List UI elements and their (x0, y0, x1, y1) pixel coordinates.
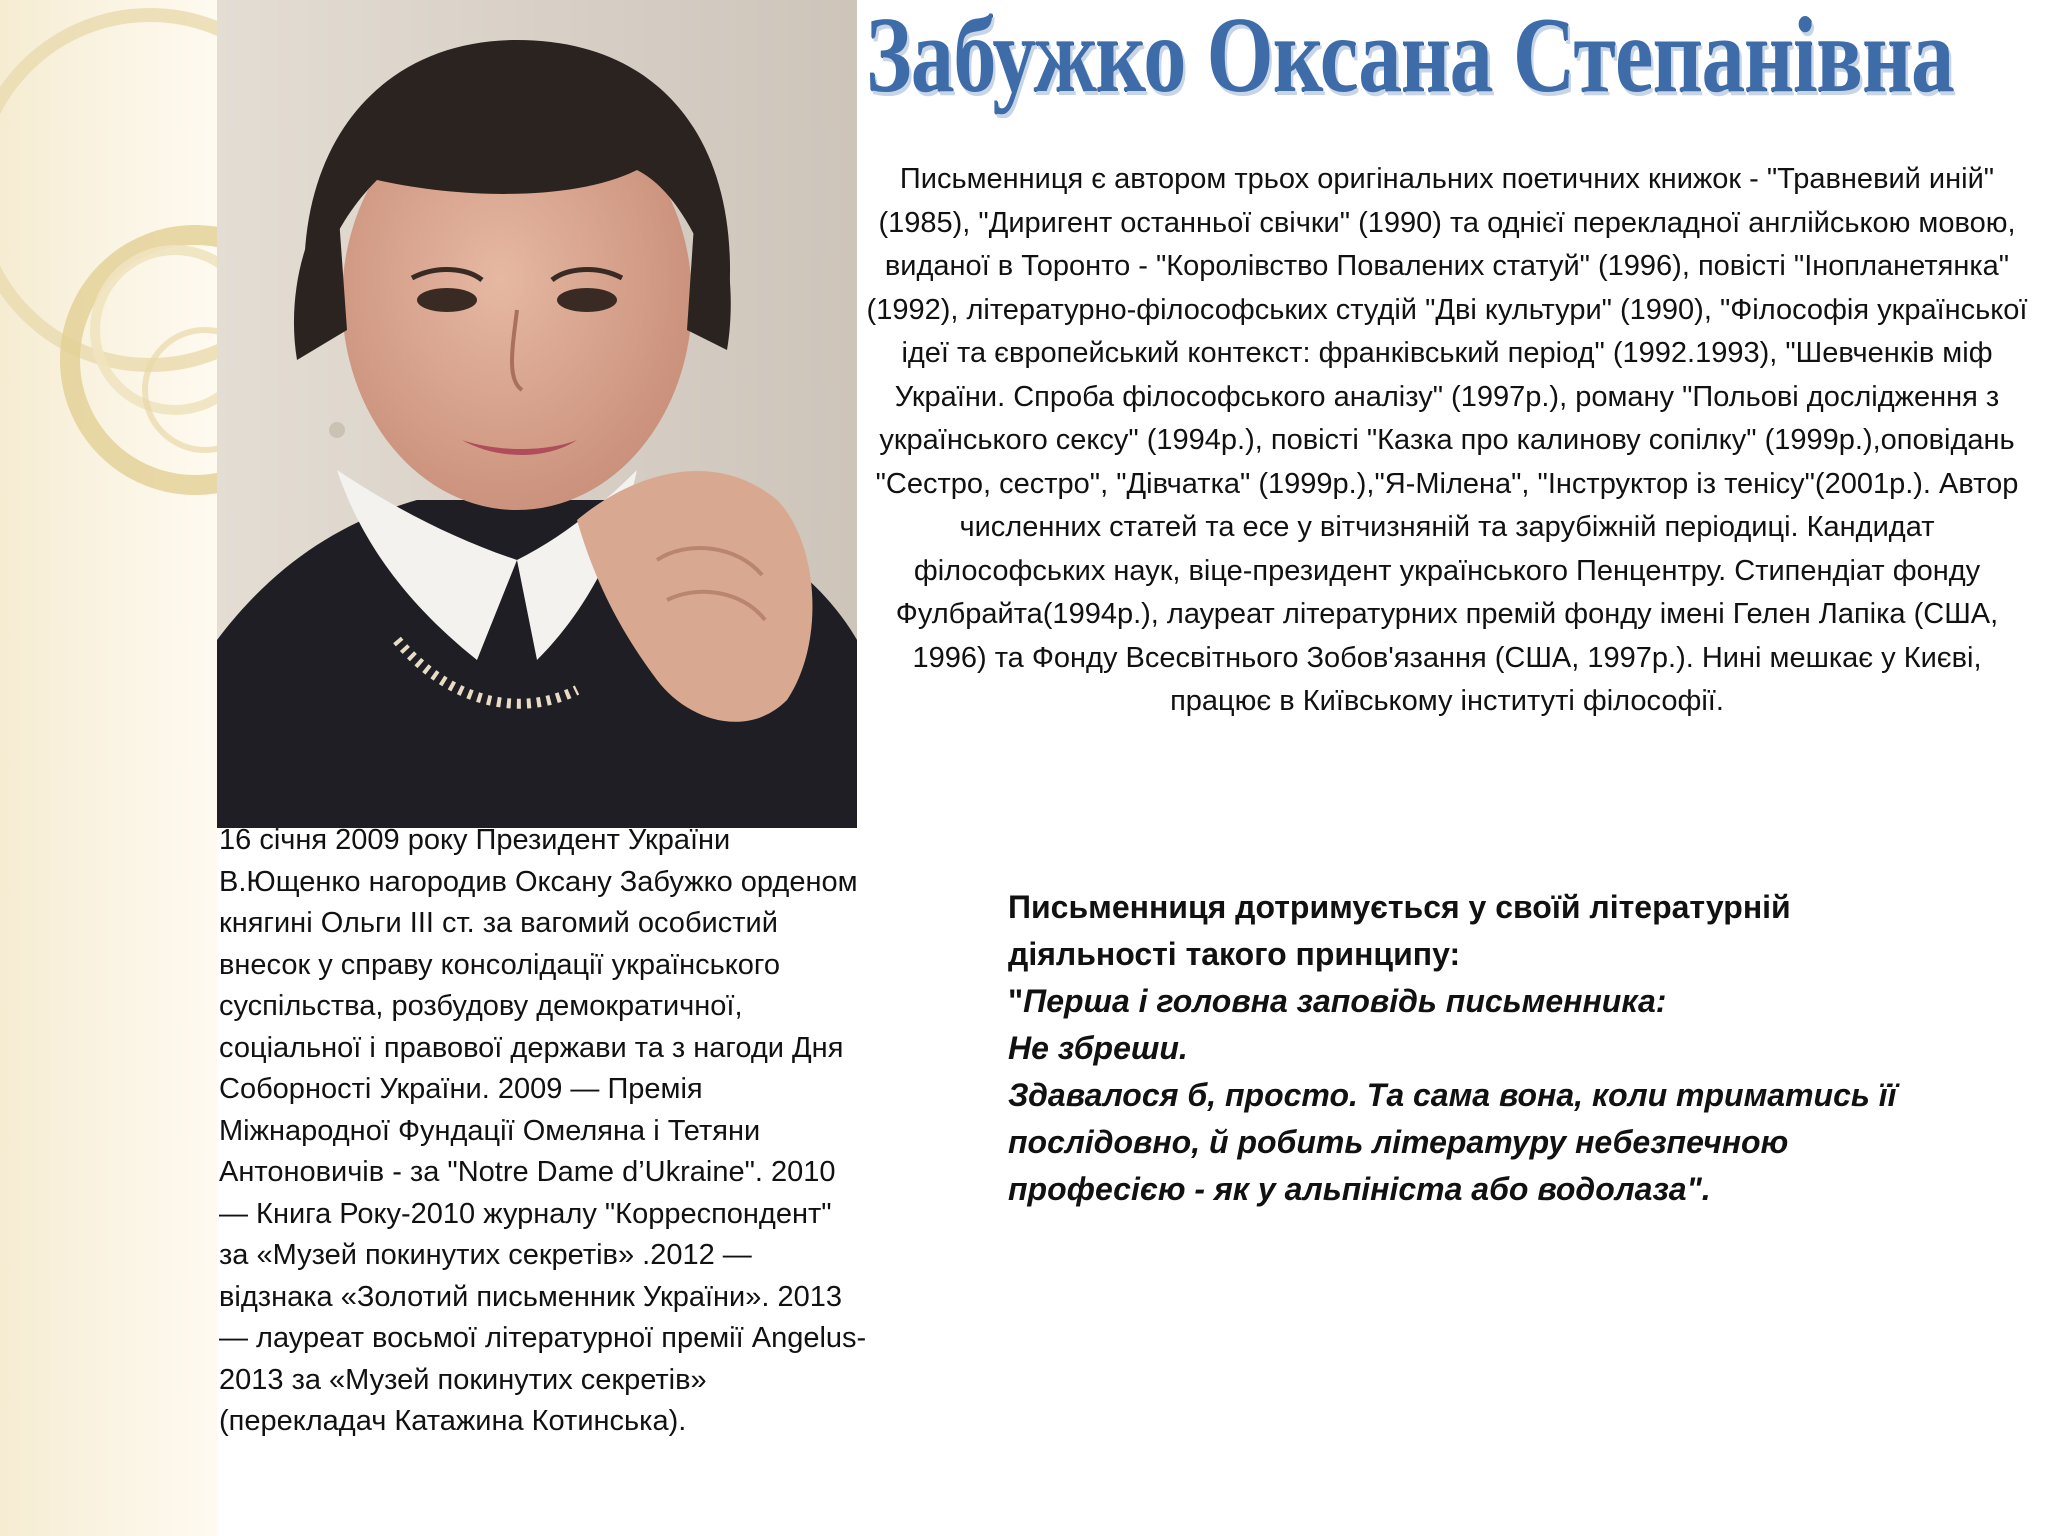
ring-large (0, 15, 217, 365)
principle-quote (1008, 884, 1908, 1213)
quote-intro: Письменниця дотримується у своїй літературній діяльності такого принципу: (1008, 889, 1791, 972)
author-portrait (217, 0, 857, 828)
quote-line-2: Не збреши. (1008, 1030, 1188, 1066)
ring-inner (145, 330, 217, 450)
quote-open-mark: " (1008, 983, 1024, 1019)
page-title: Забужко Оксана Степанівна (866, 0, 1954, 115)
decorative-rings (0, 0, 217, 1536)
bio-paragraph: Письменниця є автором трьох оригінальних поетичних книжок - "Травневий иній" (1985), "Диригент останньої свічки" (1990) та однієї перекладної англійською мовою, виданої в Торонто - "Королівство Повалених статуй" (1996), повісті "Інопланетянка" (1992), літературно-філософських студій "Дві культури" (1990), "Філософія української ідеї та європейський контекст: франківський період" (1992.1993), "Шевченків міф України. Спроба філософського аналізу" (1997р.), роману "Польові дослідження з українського сексу" (1994р.), повісті "Казка про калинову сопілку" (1999р.),оповідань "Сестро, сестро", "Дівчатка" (1999р.),"Я-Мілена", "Інструктор із тенісу"(2001р.). Автор численних статей та есе у вітчизняній та зарубіжній періодиці. Кандидат філософських наук, віце-президент українського Пенцентру. Стипендіат фонду Фулбрайта(1994р.), лауреат літературних премій фонду імені Гелен Лапіка (США, 1996) та Фонду Всесвітнього Зобов'язання (США, 1997р.). Нині мешкає у Києві, працює в Київському інституті філософії. (866, 163, 2028, 717)
quote-line-3: Здавалося б, просто. Та сама вона, коли триматись її послідовно, й робить літературу небезпечною професією - як у альпініста або водолаза". (1008, 1077, 1897, 1207)
awards-paragraph: 16 січня 2009 року Президент України В.Ющенко нагородив Оксану Забужко орденом княгині Ольги ІІІ ст. за вагомий особистий внесок у справу консолідації українського суспільства, розбудову демократичної, соціальної і правової держави та з нагоди Дня Соборності України. 2009 — Премія Міжнародної Фундації Омеляна і Тетяни Антоновичів - за "Notre Dame d’Ukraine". 2010 — Книга Року-2010 журналу "Корреспондент" за «Музей покинутих секретів» .2012 — відзнака «Золотий письменник України». 2013 — лауреат восьмої літературної премії Angelus-2013 за «Музей покинутих секретів» (перекладач Катажина Котинська). (219, 824, 867, 1437)
quote-line-1: Перша і головна заповідь письменника: (1023, 983, 1667, 1019)
